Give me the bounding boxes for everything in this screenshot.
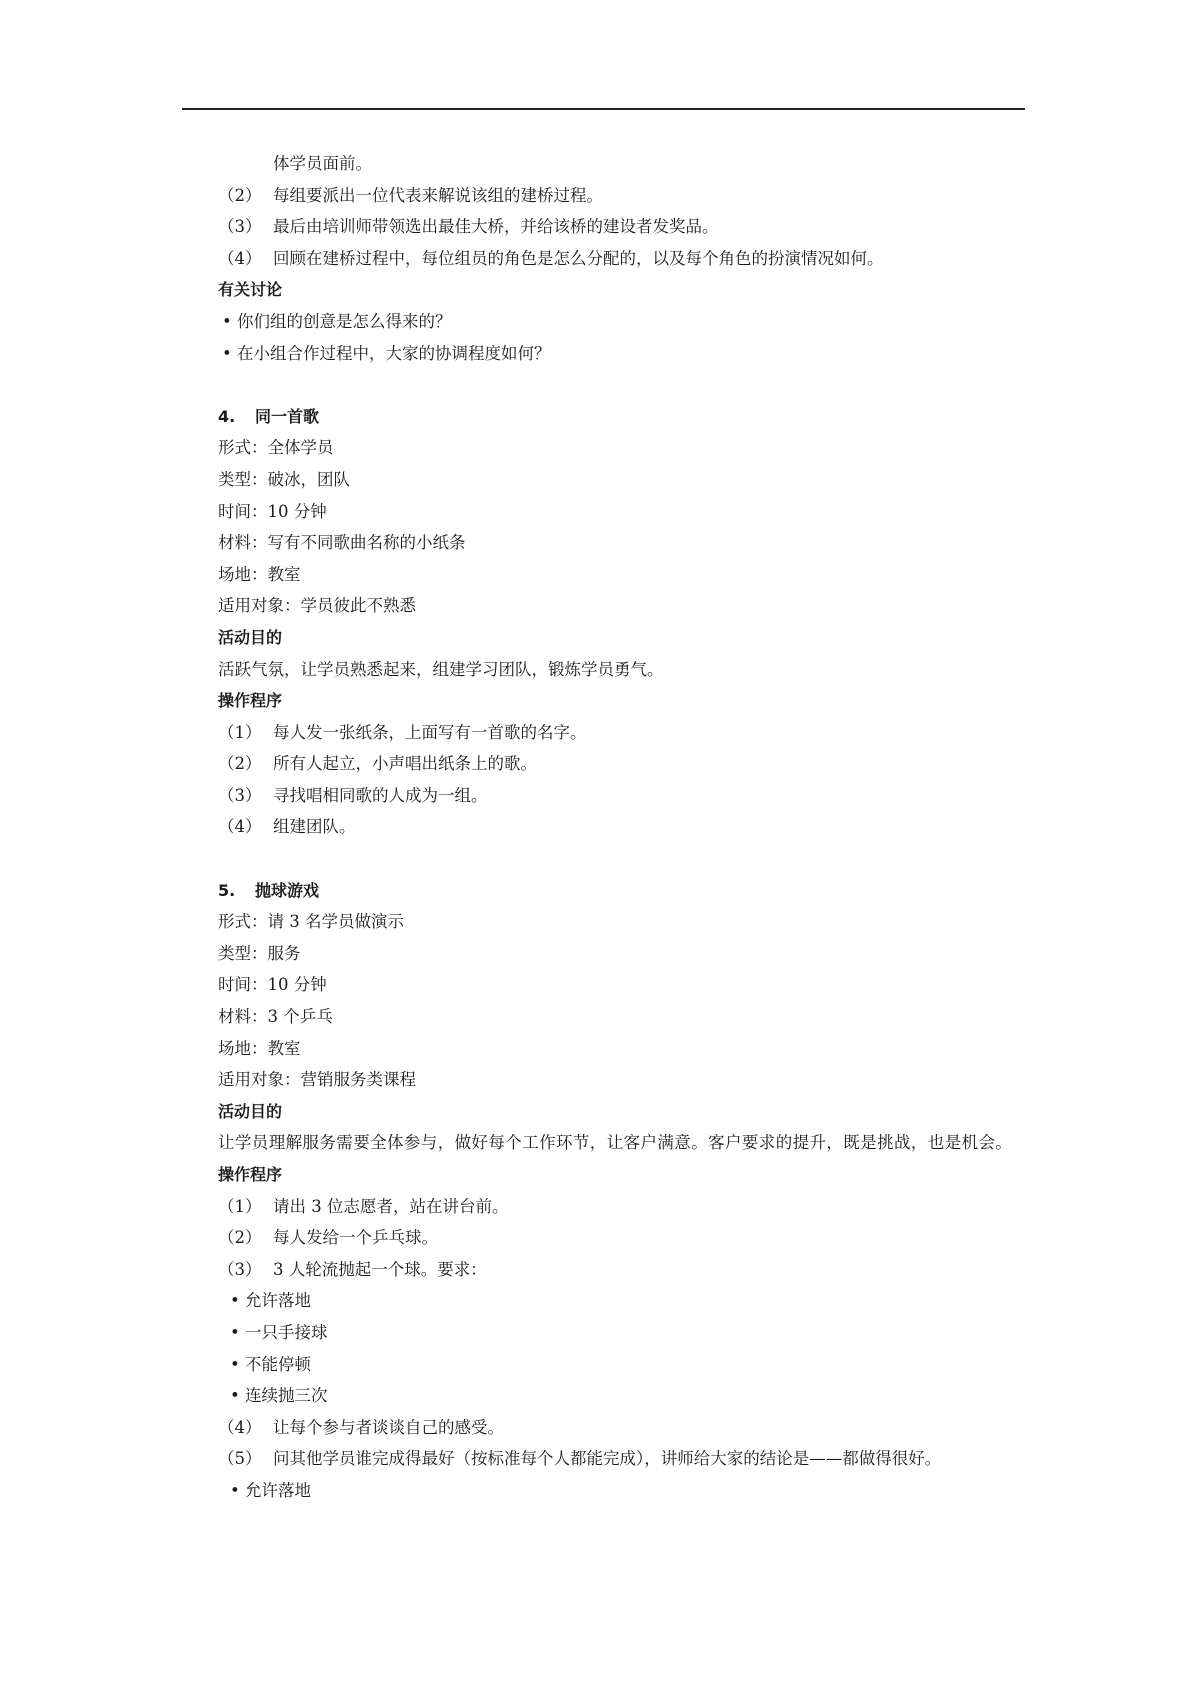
list-item — [218, 1412, 1028, 1444]
list-item — [218, 1191, 1028, 1223]
step-text: 每组要派出一位代表来解说该组的建桥过程。 — [273, 185, 603, 205]
step-number: （1） — [218, 1196, 262, 1216]
procedure-heading: 操作程序 — [218, 691, 283, 711]
step-text: 让每个参与者谈谈自己的感受。 — [273, 1417, 504, 1437]
meta-line: 适用对象：营销服务类课程 — [218, 1070, 416, 1090]
step-text: 请出 3 位志愿者，站在讲台前。 — [273, 1196, 509, 1216]
list-item — [218, 717, 1028, 749]
list-item — [218, 1254, 1028, 1286]
meta-line: 时间：10 分钟 — [218, 501, 327, 521]
list-item — [218, 243, 1028, 275]
requirement-item: • 允许落地 — [230, 1480, 311, 1500]
meta-line: 形式：请 3 名学员做演示 — [218, 912, 404, 932]
requirement-item: • 允许落地 — [230, 1291, 311, 1311]
meta-line: 场地：教室 — [218, 564, 301, 584]
step-text: 组建团队。 — [273, 817, 356, 837]
step-text: 所有人起立，小声唱出纸条上的歌。 — [273, 754, 537, 774]
meta-line: 形式：全体学员 — [218, 438, 334, 458]
list-item — [218, 780, 1028, 812]
step-text: 每人发给一个乒乓球。 — [273, 1228, 438, 1248]
step-text: 最后由培训师带领选出最佳大桥，并给该桥的建设者发奖品。 — [273, 217, 719, 237]
section-gap — [218, 843, 1028, 875]
section-number: 5. — [218, 880, 236, 900]
meta-line: 类型：服务 — [218, 943, 301, 963]
requirement-item: • 连续抛三次 — [230, 1386, 328, 1406]
continuation-line: 体学员面前。 — [273, 154, 372, 173]
step-text: 寻找唱相同歌的人成为一组。 — [273, 785, 488, 805]
list-item — [218, 1443, 1028, 1475]
meta-line: 材料：写有不同歌曲名称的小纸条 — [218, 533, 466, 553]
step-text: 3 人轮流抛起一个球。要求： — [273, 1259, 487, 1279]
meta-line: 适用对象：学员彼此不熟悉 — [218, 596, 416, 616]
header-rule — [182, 108, 1025, 110]
step-number: （3） — [218, 1259, 262, 1279]
meta-line: 场地：教室 — [218, 1038, 301, 1058]
step-number: （3） — [218, 217, 262, 237]
section-heading — [218, 875, 1028, 907]
meta-line: 材料：3 个乒乓 — [218, 1007, 333, 1027]
discussion-item: • 你们组的创意是怎么得来的？ — [222, 311, 452, 331]
goal-text: 让学员理解服务需要全体参与，做好每个工作环节，让客户满意。客户要求的提升，既是挑战，也是机会。 — [218, 1133, 1013, 1153]
procedure-heading: 操作程序 — [218, 1165, 283, 1184]
discussion-item: • 在小组合作过程中，大家的协调程度如何？ — [222, 343, 551, 363]
step-number: （3） — [218, 785, 262, 805]
goal-heading: 活动目的 — [218, 627, 283, 647]
section-gap — [218, 369, 1028, 401]
list-item — [218, 811, 1028, 843]
step-text: 问其他学员谁完成得最好（按标准每个人都能完成），讲师给大家的结论是——都做得很好。 — [273, 1449, 942, 1469]
discussion-heading: 有关讨论 — [218, 280, 283, 300]
list-item — [218, 748, 1028, 780]
step-number: （4） — [218, 817, 262, 837]
meta-line: 类型：破冰，团队 — [218, 469, 350, 489]
document-body — [218, 148, 1028, 1507]
step-text: 回顾在建桥过程中，每位组员的角色是怎么分配的，以及每个角色的扮演情况如何。 — [273, 248, 884, 268]
requirement-item: • 一只手接球 — [230, 1322, 328, 1342]
step-number: （4） — [218, 248, 262, 268]
list-item — [218, 211, 1028, 243]
goal-heading: 活动目的 — [218, 1101, 283, 1121]
list-item — [218, 1222, 1028, 1254]
list-item — [218, 180, 1028, 212]
step-number: （2） — [218, 185, 262, 205]
step-text: 每人发一张纸条，上面写有一首歌的名字。 — [273, 722, 587, 742]
requirement-item: • 不能停顿 — [230, 1354, 311, 1374]
section-title: 抛球游戏 — [255, 880, 320, 900]
step-number: （2） — [218, 1228, 262, 1248]
goal-text: 活跃气氛，让学员熟悉起来，组建学习团队，锻炼学员勇气。 — [218, 659, 664, 679]
section-title: 同一首歌 — [255, 406, 320, 426]
section-heading — [218, 401, 1028, 433]
meta-line: 时间：10 分钟 — [218, 975, 327, 995]
section-number: 4. — [218, 406, 236, 426]
step-number: （1） — [218, 722, 262, 742]
step-number: （2） — [218, 754, 262, 774]
step-number: （5） — [218, 1449, 262, 1469]
step-number: （4） — [218, 1417, 262, 1437]
